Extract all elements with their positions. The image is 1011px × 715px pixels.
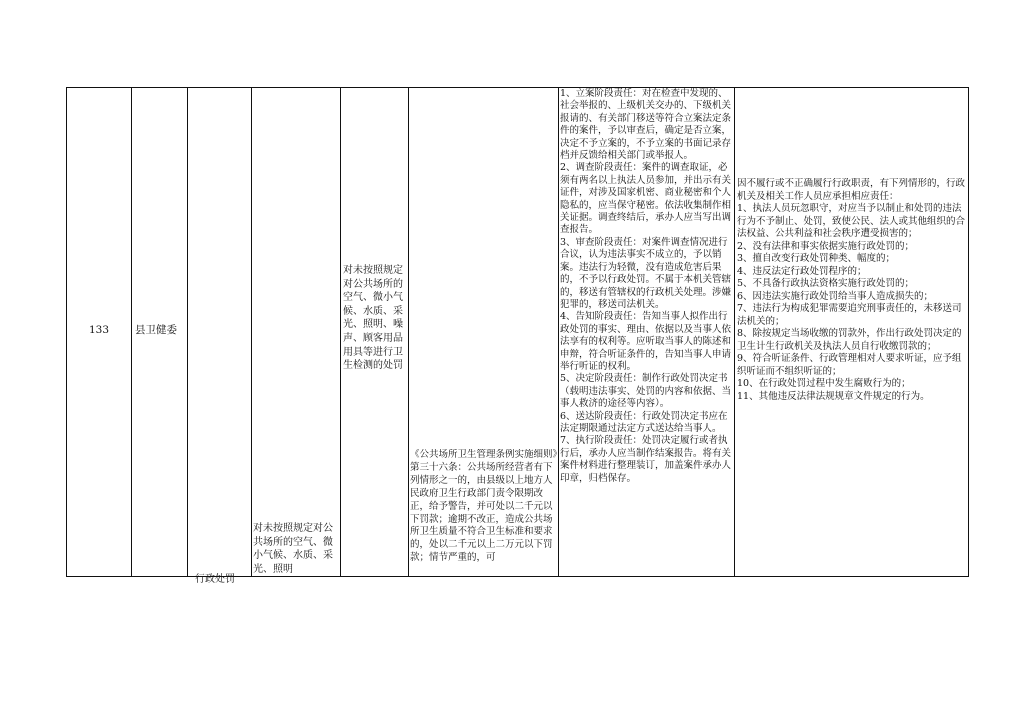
- column-divider: [558, 88, 559, 576]
- item-object-cell-continued: 对未按照规定对公共场所的空气、微小气候、水质、采光、照明: [253, 523, 333, 575]
- item-object-cell: 对未按照规定对公共场所的空气、微小气候、水质、采光、照明、噪声、顾客用品用具等进行卫生检测的处罚: [343, 265, 403, 372]
- liability-cell: 因不履行或不正确履行行政职责，有下列情形的，行政机关及相关工作人员应承担相应责任： 1、执法人员玩忽职守，对应当予以制止和处罚的违法行为不予制止、处罚，致使公民、法人或其他组织的合法权益、公共利益和社会秩序遭受损害的； 2、没有法律和事实依据实施行政处罚的； 3、擅自改变行政处罚种类、幅度的； 4、违反法定行政处罚程序的； 5、不具备行政执法资格实施行政处罚的； 6、因违法实施行政处罚给当事人造成损失的； 7、违法行为构成犯罪需要追究刑事责任的，未移送司法机关的； 8、除按规定当场收缴的罚款外，作出行政处罚决定的卫生计生行政机关及执法人员自行收缴罚款的； 9、符合听证条件、行政管理相对人要求听证，应予组织听证而不组织听证的； 10、在行政处罚过程中发生腐败行为的； 11、其他违反法律法规规章文件规定的行为。: [737, 178, 966, 402]
- power-category-cell: 行政处罚: [195, 574, 235, 585]
- column-divider: [734, 88, 735, 576]
- column-divider: [340, 88, 341, 576]
- column-divider: [187, 88, 188, 576]
- column-divider: [131, 88, 132, 576]
- row-number-cell: 133: [88, 324, 110, 336]
- column-divider: [251, 88, 252, 576]
- department-cell: 县卫健委: [135, 324, 177, 336]
- legal-basis-cell: 《公共场所卫生管理条例实施细则》第三十六条：公共场所经营者有下列情形之一的，由县级以上地方人民政府卫生行政部门责令限期改正，给予警告，并可处以二千元以下罚款；逾期不改正，造成公共场所卫生质量不符合卫生标准和要求的，处以二千元以上二万元以下罚款；情节严重的，可: [410, 449, 558, 564]
- responsibility-cell: 1、立案阶段责任：对在检查中发现的、社会举报的、上级机关交办的、下级机关报请的、有关部门移送等符合立案法定条件的案件，予以审查后，确定是否立案，决定不予立案的，不予立案的书面记录存档并反馈给相关部门或举报人。 2、调查阶段责任：案件的调查取证，必须有两名以上执法人员参加，并出示有关证件，对涉及国家机密、商业秘密和个人隐私的，应当保守秘密。依法收集制作相关证据。调查终结后，承办人应当写出调查报告。 3、审查阶段责任：对案件调查情况进行合议，认为违法事实不成立的，予以销案。违法行为轻微，没有造成危害后果的，不予以行政处罚。不属于本机关管辖的，移送有管辖权的行政机关处理。涉嫌犯罪的，移送司法机关。 4、告知阶段责任：告知当事人拟作出行政处罚的事实、理由、依据以及当事人依法享有的权利等。应听取当事人的陈述和申辩，符合听证条件的，告知当事人申请举行听证的权利。 5、决定阶段责任：制作行政处罚决定书（载明违法事实、处罚的内容和依据、当事人救济的途径等内容）。 6、送达阶段责任：行政处罚决定书应在法定期限通过法定方式送达给当事人。 7、执行阶段责任：处罚决定履行或者执行后，承办人应当制作结案报告。将有关案件材料进行整理装订，加盖案件承办人印章，归档保存。: [560, 88, 732, 484]
- power-list-table: [66, 87, 969, 585]
